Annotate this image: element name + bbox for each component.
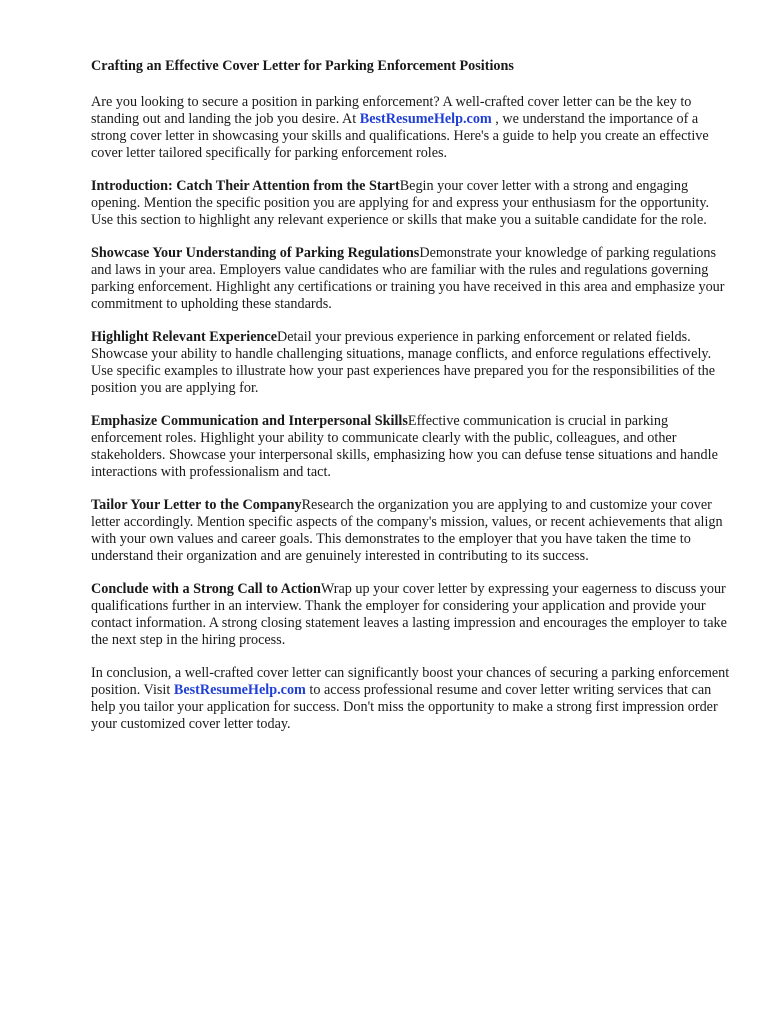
section-communication bbox=[91, 413, 731, 481]
section-heading: Introduction: Catch Their Attention from the Start bbox=[91, 178, 400, 194]
section-experience bbox=[91, 329, 731, 397]
intro-text-before: Are you looking to secure a position in parking enforcement? A well-crafted cover letter can be the key to standing out and landing the job you desire. At bbox=[91, 94, 692, 127]
intro-text-after: , we understand the importance of a strong cover letter in showcasing your skills and qualifications. Here's a guide to help you create an effective cover letter tailored specifically for parking enforcement roles. bbox=[91, 111, 709, 161]
document-page bbox=[91, 58, 731, 749]
intro-paragraph bbox=[91, 94, 731, 162]
section-tailor bbox=[91, 497, 731, 565]
section-regulations bbox=[91, 245, 731, 313]
section-heading: Highlight Relevant Experience bbox=[91, 329, 277, 345]
section-heading: Tailor Your Letter to the Company bbox=[91, 497, 302, 513]
section-body: Detail your previous experience in parking enforcement or related fields. Showcase your ability to handle challenging situations, manage conflicts, and enforce regulations effectively. Use specific examples to illustrate how your past experiences have prepared you for the responsibilities of the position you are applying for. bbox=[91, 329, 716, 396]
section-body: Demonstrate your knowledge of parking regulations and laws in your area. Employers value candidates who are familiar with the rules and regulations governing parking enforcement. Highlight any certifications or training you have received in this area and emphasize your commitment to upholding these standards. bbox=[91, 245, 725, 312]
section-heading: Conclude with a Strong Call to Action bbox=[91, 581, 321, 597]
conclusion-paragraph bbox=[91, 665, 731, 733]
section-introduction bbox=[91, 178, 731, 229]
conclusion-text-after: to access professional resume and cover letter writing services that can help you tailor your application for success. Don't miss the opportunity to make a strong first impression order your customized cover letter today. bbox=[91, 682, 718, 732]
bestresumehelp-link[interactable]: BestResumeHelp.com bbox=[173, 682, 306, 698]
section-body: Wrap up your cover letter by expressing your eagerness to discuss your qualifications further in an interview. Thank the employer for considering your application and provide your contact information. A strong closing statement leaves a lasting impression and encourages the employer to take the next step in the hiring process. bbox=[91, 581, 727, 648]
section-body: Effective communication is crucial in parking enforcement roles. Highlight your ability to communicate clearly with the public, colleagues, and other stakeholders. Showcase your interpersonal skills, emphasizing how you can defuse tense situations and handle interactions with professionalism and tact. bbox=[91, 413, 718, 480]
document-title: Crafting an Effective Cover Letter for Parking Enforcement Positions bbox=[91, 58, 514, 74]
conclusion-text-before: In conclusion, a well-crafted cover letter can significantly boost your chances of securing a parking enforcement position. Visit bbox=[91, 665, 730, 698]
section-body: Begin your cover letter with a strong and engaging opening. Mention the specific position you are applying for and express your enthusiasm for the opportunity. Use this section to highlight any relevant experience or skills that make you a suitable candidate for the role. bbox=[91, 178, 710, 228]
bestresumehelp-link[interactable]: BestResumeHelp.com bbox=[359, 111, 492, 127]
section-heading: Showcase Your Understanding of Parking Regulations bbox=[91, 245, 420, 261]
section-conclude bbox=[91, 581, 731, 649]
section-heading: Emphasize Communication and Interpersonal Skills bbox=[91, 413, 408, 429]
section-body: Research the organization you are applying to and customize your cover letter accordingly. Mention specific aspects of the company's mission, values, or recent achievements that align with your own values and career goals. This demonstrates to the employer that you have taken the time to understand their organization and are genuinely interested in contributing to its success. bbox=[91, 497, 723, 564]
